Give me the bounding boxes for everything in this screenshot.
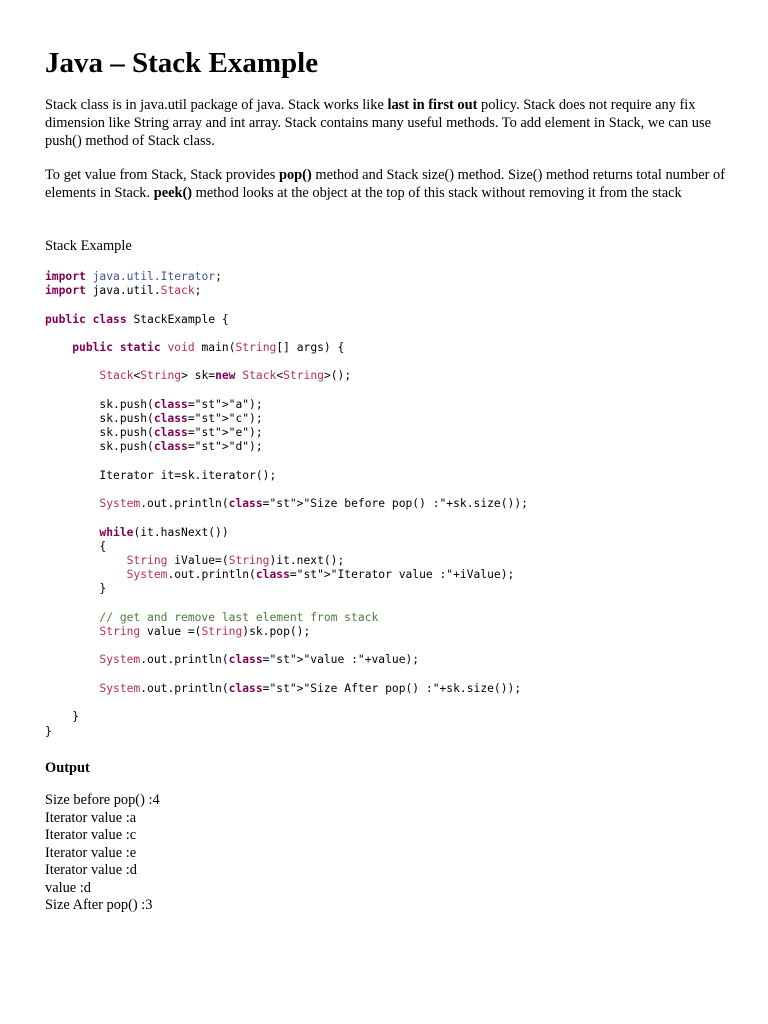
output-heading: Output — [45, 760, 90, 776]
methods-text-a: To get value from Stack, Stack provides — [45, 167, 279, 183]
code-line: sk.push(class="st">"e"); — [45, 426, 263, 440]
code-line: public class StackExample { — [45, 312, 229, 326]
code-line: sk.push(class="st">"c"); — [45, 412, 263, 426]
code-line: System.out.println(class="st">"Size After pop() :"+sk.size()); — [99, 681, 522, 695]
output-line: Iterator value :c — [45, 827, 137, 843]
code-line: import java.util.Stack; — [45, 284, 202, 298]
methods-bold-peek: peek() — [153, 185, 193, 201]
code-line: Stack<String> sk=new Stack<String>(); — [99, 369, 352, 383]
methods-paragraph — [45, 166, 725, 202]
code-line: System.out.println(class="st">"value :"+value); — [99, 653, 420, 667]
intro-text-c: policy. Stack does not require any fix dimension like String array and int array. Stack contains many useful methods. To add element in Stack, we can use push() method of Stack class. — [45, 97, 711, 149]
code-line: String iValue=(String)it.next(); — [126, 554, 345, 568]
code-line: import java.util.Iterator; — [45, 270, 222, 283]
output-line: Size After pop() :3 — [45, 897, 153, 913]
output-list — [45, 792, 160, 915]
code-line: Iterator it=sk.iterator(); — [99, 468, 277, 482]
intro-text-a: Stack class is in java.util package of java. Stack works like — [45, 97, 388, 113]
methods-text-c: method and Stack size() method. Size() method returns total number of elements in Stack. — [45, 167, 725, 201]
section-label: Stack Example — [45, 238, 132, 254]
code-line: { — [99, 539, 107, 553]
code-line: System.out.println(class="st">"Size before pop() :"+sk.size()); — [99, 497, 528, 511]
intro-bold-lifo: last in first out — [387, 97, 478, 113]
methods-bold-pop: pop() — [278, 167, 312, 183]
output-line: Size before pop() :4 — [45, 792, 160, 808]
page-title: Java – Stack Example — [45, 47, 319, 79]
methods-text-e: method looks at the object at the top of this stack without removing it from the stack — [192, 185, 682, 201]
code-line: } — [45, 724, 52, 738]
code-line: public static void main(String[] args) { — [72, 341, 345, 355]
code-line: System.out.println(class="st">"Iterator value :"+iValue); — [126, 568, 515, 582]
code-block — [45, 270, 528, 739]
output-line: Iterator value :e — [45, 844, 137, 861]
output-line: value :d — [45, 879, 91, 896]
code-line: sk.push(class="st">"a"); — [45, 397, 263, 411]
code-line: } — [99, 582, 107, 596]
code-line: // get and remove last element from stack — [45, 610, 379, 624]
intro-paragraph — [45, 96, 725, 150]
code-line: } — [72, 710, 80, 724]
code-line: String value =(String)sk.pop(); — [99, 625, 311, 639]
output-line: Iterator value :a — [45, 809, 137, 826]
code-line: while(it.hasNext()) — [99, 525, 229, 539]
output-line: Iterator value :d — [45, 862, 137, 878]
code-line: sk.push(class="st">"d"); — [45, 440, 263, 454]
